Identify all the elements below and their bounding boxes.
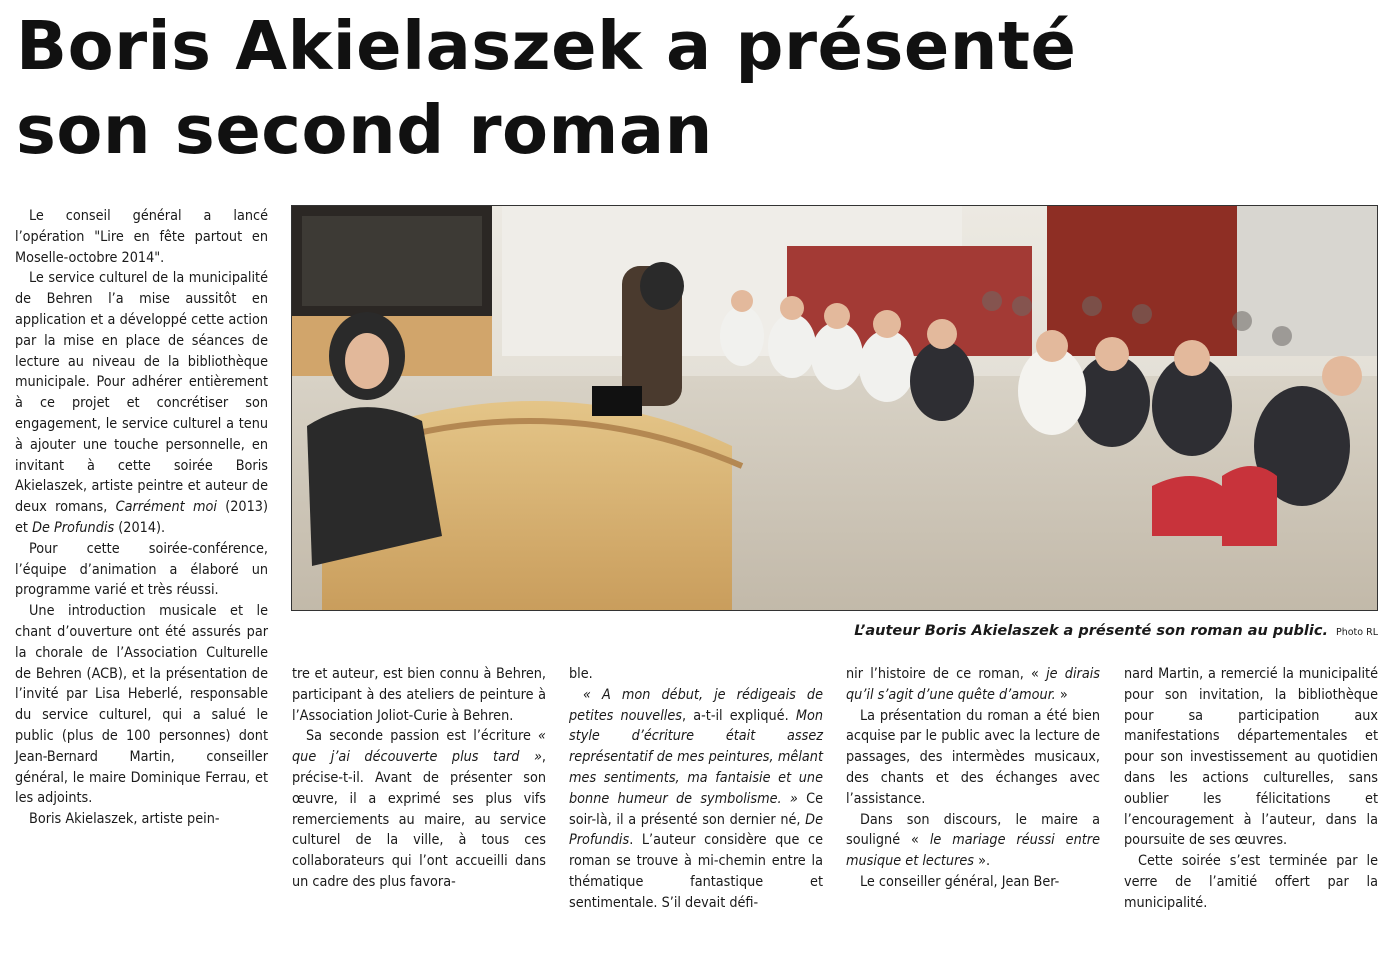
photo-caption <box>291 621 1378 643</box>
paragraph <box>846 664 1100 706</box>
text-run: , précise-t-il. Avant de présenter son œuvre, il a exprimé ses plus vifs remerciements au maire, au service culturel de la ville, à tous ces collaborateurs qui l’ont accueilli dans un cadre des plus favora- <box>292 749 546 890</box>
article-photo <box>291 205 1378 611</box>
headline-line-1: Boris Akielaszek a présenté <box>16 7 1077 85</box>
text-run: , a-t-il expliqué. <box>682 707 789 724</box>
paragraph: La présentation du roman a été bien acquise par le public avec la lecture de passages, des intermèdes musicaux, des chants et des échanges avec l’assistance. <box>846 707 1100 807</box>
paragraph <box>292 726 546 892</box>
paragraph: Le conseiller général, Jean Ber- <box>860 873 1060 890</box>
paragraph: Le conseil général a lancé l’opération "Lire en fête partout en Moselle-octobre 2014". <box>15 208 268 266</box>
photo-credit: Photo RL <box>1335 627 1378 638</box>
headline <box>16 4 1386 172</box>
quote: je dirais qu’il s’agit d’une quête d’amour. <box>846 666 1100 703</box>
quote: « A mon début, je rédigeais de petites nouvelles <box>569 686 823 724</box>
article-column-2 <box>292 664 546 893</box>
quote: le mariage réussi entre musique et lectures <box>846 832 1100 870</box>
book-title: De Profundis <box>32 519 115 536</box>
paragraph: Boris Akielaszek, artiste pein- <box>29 811 220 828</box>
text-run: (2014). <box>118 519 166 536</box>
article-column-5 <box>1124 664 1378 914</box>
book-title: De Profundis <box>569 811 823 849</box>
photo-illustration <box>292 206 1378 611</box>
text-run: ». <box>978 853 991 870</box>
text-run: . L’auteur considère que ce roman se trouve à mi-chemin entre la thématique fantastique et sentimentale. S’il devait défi- <box>569 832 823 911</box>
text-run: (2013) et <box>15 499 268 536</box>
paragraph: nard Martin, a remercié la municipalité pour son invitation, la bibliothèque pour sa participation aux manifestations départementales et pour son investissement au quotidien dans les actions culturelles, sans oublier les félicitations et l’encouragement à l’auteur, dans la poursuite de ses œuvres. <box>1124 666 1378 849</box>
text-run: nir l’histoire de ce roman, « <box>846 666 1039 682</box>
text-run: Dans son discours, le maire a souligné « <box>846 811 1100 849</box>
text-run: Ce soir-là, il a présenté son dernier né, <box>569 790 823 828</box>
paragraph <box>846 810 1100 872</box>
paragraph: ble. <box>569 666 593 682</box>
article-column-3 <box>569 664 823 914</box>
book-title: Carrément moi <box>115 499 217 516</box>
text-run: Le service culturel de la municipalité de Behren l’a mise aussitôt en application et a développé cette action par la mise en place de séances de lecture au niveau de la bibliothèque municipale. Pour adhérer entièrement à ce projet et concrétiser son engagement, le service culturel a tenu à ajouter une touche personnelle, en invitant à cette soirée Boris Akielaszek, artiste peintre et auteur de deux romans, <box>15 270 268 516</box>
quote: Mon style d’écriture était assez représentatif de mes peintures, mêlant mes sentiments, ma fantaisie et une bonne humeur de symbolisme. » <box>569 707 823 807</box>
quote: « que j’ai découverte plus tard » <box>292 728 546 766</box>
caption-text: L’auteur Boris Akielaszek a présenté son roman au public. <box>854 623 1328 639</box>
paragraph: Une introduction musicale et le chant d’ouverture ont été assurés par la chorale de l’Association Culturelle de Behren (ACB), et la présentation de l’invité par Lisa Heberlé, responsable du service culturel, qui a salué le public (plus de 100 personnes) dont Jean-Bernard Martin, conseiller général, le maire Dominique Ferrau, et les adjoints. <box>15 603 268 807</box>
article-column-4 <box>846 664 1100 893</box>
article-column-1 <box>15 206 268 830</box>
text-run: Sa seconde passion est l’écriture <box>306 728 531 745</box>
text-run: » <box>1059 686 1068 703</box>
paragraph <box>569 685 823 914</box>
paragraph: Pour cette soirée-conférence, l’équipe d’animation a élaboré un programme varié et très réussi. <box>15 540 268 599</box>
headline-line-2: son second roman <box>16 91 713 169</box>
paragraph <box>15 268 268 538</box>
paragraph: tre et auteur, est bien connu à Behren, participant à des ateliers de peinture à l’Association Joliot-Curie à Behren. <box>292 666 546 724</box>
paragraph: Cette soirée s’est terminée par le verre de l’amitié offert par la municipalité. <box>1124 853 1378 911</box>
